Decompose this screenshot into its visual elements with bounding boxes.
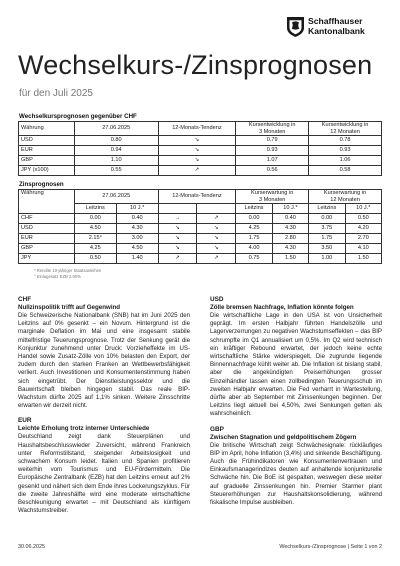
cell-10j: 4.30 — [116, 224, 158, 234]
cell-12m-10j: 1.50 — [345, 254, 381, 264]
footnote-ezb: ° Einlagesatz EZB 2.00% — [34, 274, 81, 279]
cell-3m: 0.79 — [236, 136, 309, 146]
subheader-leitzins: Leitzins — [74, 204, 116, 214]
table-row — [19, 254, 382, 264]
trend-arrow-icon: ↘ — [158, 156, 236, 166]
trend-arrow-icon: ↘ — [197, 234, 236, 244]
trend-arrow-icon: ↘ — [158, 146, 236, 156]
cell-3m-leitzins: 0.00 — [236, 214, 272, 224]
cell-3m-10j: 0.40 — [272, 214, 308, 224]
commentary-text: Deutschland zeigt dank Steuerplänen und Haushaltsbeschlusswieder Zuversicht, während Frankreich unter Reformstillstand, steigender Arbeitslosigkeit und schwachem Konsum leidet. Italien und Spanien profitieren weiterhin vom Tourismus und EU-Fördermitteln. Die Europäische Zentralbank (EZB) hat den Leitzins erneut auf 2% gesenkt und nähert sich dem Ende ihres Lockerungszyklus. Für die zweite Jahreshälfte wird eine moderate wirtschaftliche Beschleunigung erwartet – mit Deutschland als künftigem Wachstumstreiber. — [18, 433, 190, 515]
subheader-12m-leitzins: Leitzins — [309, 204, 345, 214]
cell-12m-10j: 4.10 — [345, 244, 381, 254]
cell-3m-leitzins: 4.00 — [236, 244, 272, 254]
cell-12m: 0.58 — [309, 166, 382, 176]
fx-forecast-table — [18, 121, 382, 176]
trend-arrow-icon: ↘ — [158, 136, 236, 146]
subheader-3m-leitzins: Leitzins — [236, 204, 272, 214]
subheader-trend-10j — [197, 204, 236, 214]
trend-arrow-icon: ↗ — [197, 254, 236, 264]
commentary-chf — [18, 296, 190, 410]
commentary-country: USD — [210, 296, 224, 303]
cell-12m: 0.93 — [309, 146, 382, 156]
fx-section-title: Wechselkursprognosen gegenüber CHF — [19, 113, 137, 120]
commentary-headline: Nullzinspolitik trifft auf Gegenwind — [18, 304, 121, 311]
table-header-row — [19, 190, 382, 204]
cell-3m-leitzins: 1.75 — [236, 234, 272, 244]
row-label: EUR — [19, 234, 75, 244]
commentary-left-column — [18, 296, 190, 522]
cell-3m-leitzins: 4.25 — [236, 224, 272, 234]
cell-3m-10j: 4.30 — [272, 224, 308, 234]
commentary-headline: Zwischen Stagnation und geldpolitischem Zögern — [210, 433, 357, 441]
cell-12m-leitzins: 1.00 — [309, 254, 345, 264]
brand-name — [308, 16, 365, 36]
cell-leitzins: 0.50 — [74, 254, 116, 264]
header-3m-line1: Kurserwartung in — [251, 190, 294, 197]
header-date: 27.06.2025 — [74, 190, 158, 204]
row-label: CHF — [19, 214, 75, 224]
commentary-usd — [210, 296, 382, 419]
table-row — [19, 234, 382, 244]
cell-3m: 0.93 — [236, 146, 309, 156]
cell-12m-10j: 2.70 — [345, 234, 381, 244]
cell-3m: 1.07 — [236, 156, 309, 166]
header-12m — [309, 122, 382, 136]
commentary-headline: Leichte Erholung trotz interner Unterschiede — [18, 425, 150, 433]
row-label: USD — [19, 224, 75, 234]
trend-arrow-icon: ↘ — [197, 224, 236, 234]
commentary-text: Die Schweizerische Nationalbank (SNB) hat im Juni 2025 den Leitzins auf 0% gesenkt – ein Novum. Hintergrund ist die marginale Deflation im Mai und eine insgesamt stabile mittelfristige Teuerungsprognose. Trotz der Senkung gerät die Konjunktur zunehmend unter Druck: Vorzieheffekte im US-Handel sowie Zusatz-Zölle von 10% belasten den Export, der zudem durch den starken Franken an Wettbewerbsfähigkeit verliert. Auch Investitionen und Konsumentenstimmung haben sich eingetrübt. Der Dienstleistungssektor und die Bauwirtschaft bleiben hingegen stabil. Das reale BIP-Wachstum dürfte 2025 auf 1,1% sinken. Weitere Zinsschritte erwarten wir derzeit nicht. — [18, 312, 190, 410]
commentary-country: CHF — [18, 296, 32, 303]
page-subtitle: für den Juli 2025 — [19, 88, 93, 99]
rates-forecast-table — [18, 189, 382, 264]
cell-12m: 1.06 — [309, 156, 382, 166]
table-row — [19, 166, 382, 176]
brand-name-line1: Schaffhauser — [308, 16, 363, 26]
header-currency: Währung — [19, 122, 75, 136]
subheader-10j: 10 J.* — [116, 204, 158, 214]
trend-arrow-icon: ↗ — [158, 166, 236, 176]
header-trend: 12-Monats-Tendenz — [158, 122, 236, 136]
table-row — [19, 244, 382, 254]
cell-current: 0.55 — [74, 166, 158, 176]
cell-3m-leitzins: 0.75 — [236, 254, 272, 264]
trend-arrow-icon: ↗ — [158, 254, 197, 264]
header-12m — [309, 190, 382, 204]
table-row — [19, 156, 382, 166]
header-3m — [236, 190, 309, 204]
cell-12m-leitzins: 3.50 — [309, 244, 345, 254]
cell-12m-10j: 4.20 — [345, 224, 381, 234]
table-header-row — [19, 122, 382, 136]
header-12m-line1: Kursentwicklung in — [321, 122, 369, 129]
brand-name-line2: Kantonalbank — [308, 26, 365, 36]
subheader-12m-10j: 10 J.* — [345, 204, 381, 214]
trend-arrow-icon: ↘ — [158, 234, 197, 244]
brand-logo — [287, 16, 387, 40]
cell-leitzins: 4.25 — [74, 244, 116, 254]
table-row — [19, 214, 382, 224]
cell-12m-leitzins: 1.75 — [309, 234, 345, 244]
header-3m — [236, 122, 309, 136]
commentary-headline: Zölle bremsen Nachfrage, Inflation könnte folgen — [210, 304, 354, 311]
trend-arrow-icon: ↘ — [197, 244, 236, 254]
cell-12m-leitzins: 3.75 — [309, 224, 345, 234]
commentary-country: GBP — [210, 425, 224, 433]
row-label: GBP — [19, 156, 75, 166]
table-row — [19, 146, 382, 156]
cell-3m-10j: 4.30 — [272, 244, 308, 254]
rates-section-title: Zinsprognosen — [19, 181, 64, 188]
trend-arrow-icon: ↘ — [158, 224, 197, 234]
cell-3m-10j: 1.50 — [272, 254, 308, 264]
commentary-gbp — [210, 426, 382, 508]
commentary-text: Die wirtschaftliche Lage in den USA ist von Unsicherheit geprägt. Im ersten Halbjahr führten Handelszölle und Lagerverzerrungen zu negativen Wachstumseffekten – das BIP schrumpfte im Q1 annualisiert um 0,5%. Im Q2 wird technisch ein kräftiger Rebound erwartet, der jedoch keine echte wirtschaftliche Stärke widerspiegelt. Die zugrunde liegende Binnennachfrage kühlt weiter ab. Die Inflation ist bislang stabil, aber die angekündigten Preiserhöhungen grosser Einzelhändler lassen einen zollbedingten Teuerungsschub im zweiten Halbjahr erwarten. Die Fed verharrt in Wartestellung, dürfte aber ab September mit Zinssenkungen beginnen. Der Leitzins liegt aktuell bei 4,50%, zwei Senkungen gelten als wahrscheinlich. — [210, 312, 382, 418]
row-label: EUR — [19, 146, 75, 156]
cell-current: 0.80 — [74, 136, 158, 146]
cell-10j: 4.50 — [116, 244, 158, 254]
cell-10j: 1.40 — [116, 254, 158, 264]
trend-arrow-icon: ↗ — [197, 214, 236, 224]
shield-logo-icon — [287, 17, 304, 37]
cell-3m: 0.56 — [236, 166, 309, 176]
trend-arrow-icon: → — [158, 214, 197, 224]
subheader-3m-10j: 10 J.* — [272, 204, 308, 214]
cell-12m-10j: 0.50 — [345, 214, 381, 224]
cell-leitzins: 2.15° — [74, 234, 116, 244]
header-3m-line2: 3 Monaten — [258, 128, 286, 135]
trend-arrow-icon: ↘ — [158, 244, 197, 254]
footer-page-label: Wechselkurs-/Zinsprognose | Seite 1 von 2 — [279, 544, 382, 550]
footnote-10j: * Rendite 10-jähriger Staatsanleihen — [34, 268, 102, 273]
commentary-text: Die britische Wirtschaft zeigt Schwächesignale: rückläufiges BIP im April, hohe Inflation (3,4%) und sinkende Beschäftigung. Auch die Frühindikatoren wie Konsumentenvertrauen und Einkaufsmanagerindizes deuten auf anhaltende konjunkturelle Schwäche hin. Die BoE ist gespalten, weswegen diese weiter auf graduelle Zinssenkungen hin. Premier Starmer plant Steuererhöhungen zur Haushaltskonsolidierung, während fiskalische Impulse ausbleiben. — [210, 441, 382, 507]
cell-current: 1.10 — [74, 156, 158, 166]
table-row — [19, 136, 382, 146]
header-3m-line1: Kursentwicklung in — [248, 122, 296, 129]
commentary-right-column — [210, 296, 382, 514]
header-12m-line2: 12 Monaten — [330, 128, 360, 135]
subheader-trend-leitzins — [158, 204, 197, 214]
footer-date: 30.06.2025 — [18, 544, 45, 550]
commentary-eur — [18, 417, 190, 515]
cell-10j: 3.00 — [116, 234, 158, 244]
page-title: Wechselkurs-/Zinsprognosen — [18, 50, 373, 80]
cell-10j: 0.40 — [116, 214, 158, 224]
row-label: USD — [19, 136, 75, 146]
cell-3m-10j: 2.80 — [272, 234, 308, 244]
row-label: JPY — [19, 254, 75, 264]
row-label: JPY (x100) — [19, 166, 75, 176]
header-3m-line2: 3 Monaten — [258, 196, 286, 203]
row-label: GBP — [19, 244, 75, 254]
cell-12m-leitzins: 0.00 — [309, 214, 345, 224]
table-row — [19, 224, 382, 234]
cell-12m: 0.78 — [309, 136, 382, 146]
header-currency: Währung — [19, 190, 75, 214]
commentary-country: EUR — [18, 417, 32, 425]
header-12m-line1: Kurserwartung in — [323, 190, 367, 197]
header-12m-line2: 12 Monaten — [330, 196, 360, 203]
header-trend: 12-Monats-Tendenz — [158, 190, 236, 204]
header-date: 27.06.2025 — [74, 122, 158, 136]
cell-leitzins: 0.00 — [74, 214, 116, 224]
cell-leitzins: 4.50 — [74, 224, 116, 234]
cell-current: 0.94 — [74, 146, 158, 156]
